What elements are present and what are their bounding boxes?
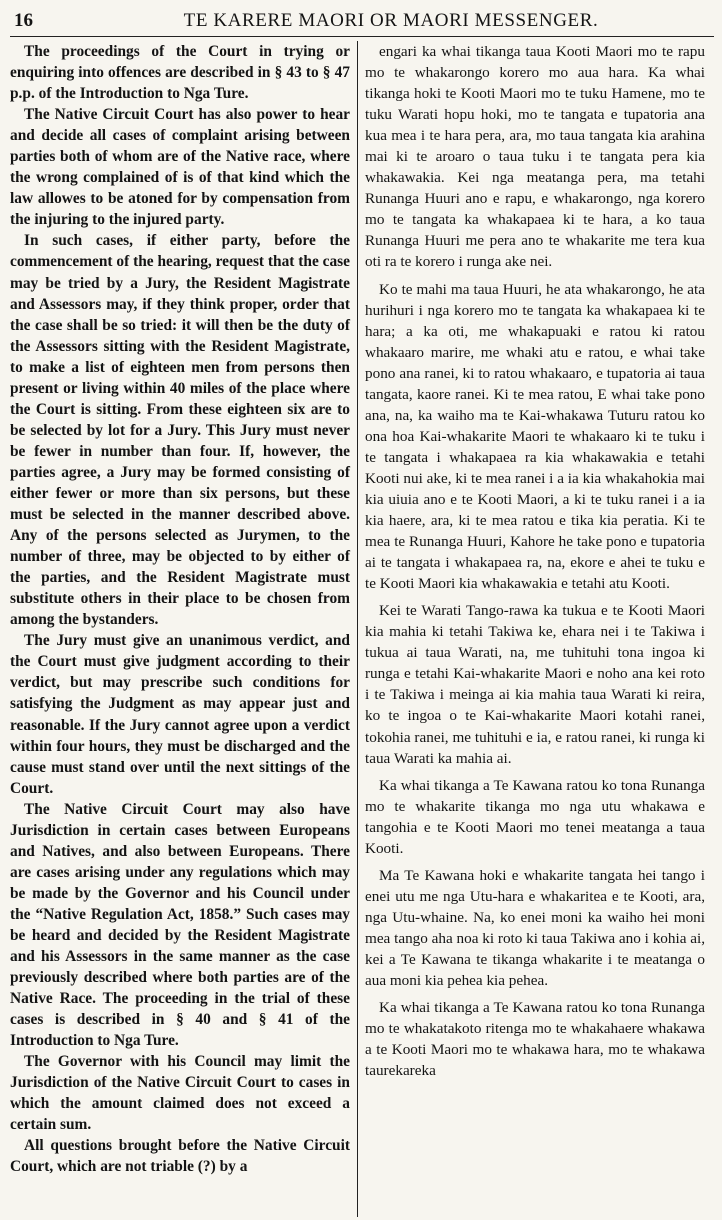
paragraph: The proceedings of the Court in trying or enquiring into offences are described in § 43 to § 47 p.p. of the Introduction to Nga Ture. (10, 43, 350, 103)
paragraph: The Jury must give an unanimous verdict, and the Court must give judgment according to their verdict, but may prescribe such conditions for satisfying the Judgment as may appear just and reasonable. If the Jury cannot agree upon a verdict within four hours, they must be discharged and the cause must stand over until the next sittings of the Court. (10, 632, 350, 797)
paragraph: Ka whai tikanga a Te Kawana ratou ko tona Runanga mo te whakarite tikanga mo nga utu whakawa e tangohia e te Kooti Maori mo tenei meatanga a taua Kooti. (365, 776, 705, 857)
paragraph: engari ka whai tikanga taua Kooti Maori mo te rapu mo te whakarongo korero mo aua hara. Ka whai tikanga hoki te Kooti Maori mo te tuku Hamene, mo te tuku Warati hopu hoki, mo te tangata e tupatoria ana kua mea i te hara pera, ara, mo taua tangata kia arahina mai ki te aroaro o taua tuku i te tangata pera kia whakawakia. Kei nga meatanga pera, ma tetahi Runanga Huuri ano e rapu, e whakarongo, nga korero mo te tangata ka whakapaea ki te hara, a ko taua Runanga Huuri me pera ano te whakarite me tera kua oti ra te korero i runga ake nei. (365, 43, 705, 271)
paragraph: The Native Circuit Court has also power to hear and decide all cases of complaint arising between parties both of whom are of the Native race, where the wrong complained of is of that kind which the law allowes to be atoned for by compensation from the injuring to the injured party. (10, 106, 350, 229)
paragraph: In such cases, if either party, before the commencement of the hearing, request that the case may be tried by a Jury, the Resident Magistrate and Assessors may, if they think proper, order that the case shall be so tried: it will then be the duty of the Assessors sitting with the Resident Magistrate, to make a list of eighteen men from persons then present or living within 40 miles of the place where the Court is sitting. From these eighteen six are to be selected by lot for a Jury. This Jury must never be fewer in number than four. If, however, the parties agree, a Jury may be formed consisting of either fewer or more than six persons, but these must be selected in the manner described above. Any of the persons selected as Jurymen, to the number of three, may be objected to by either of the parties, and the Resident Magistrate must substitute others in their place to be chosen from among the bystanders. (10, 232, 350, 629)
page-number: 16 (14, 10, 33, 31)
paragraph: The Native Circuit Court may also have Jurisdiction in certain cases between Europeans and Natives, and also between Europeans. There are cases arising under any regulations which may be made by the Governor and his Council under the “Native Regulation Act, 1858.” Such cases may be heard and decided by the Resident Magistrate and his Assessors in the same manner as the case previously described where both parties are of the Native Race. The proceeding in the trial of these cases is described in § 40 and § 41 of the Introduction to Nga Ture. (10, 800, 350, 1050)
paragraph: Ko te mahi ma taua Huuri, he ata whakarongo, he ata hurihuri i nga korero mo te tangata ka whakapaea ki te hara; a ka oti, me whakapuaki e ratou ki ratou whakaaro marire, me whaki atu e ratou, e whai take pono ana ranei, ki to ratou whakaaro, e tupatoria ai taua tangata, kaore ranei. Ki te mea ratou, E whai take pono ana, na, ka waiho ma te Kai-whakawa Tuturu ratou ko ona hoa Kai-whakarite Maori te whakaaro ki te tuku i te tangata i whakapaea ra kia whakawakia e tetahi Kooti nui ake, ki te mea ranei i a ia kia whakahokia mai kia uiuia ano e te Kooti Maori, a ki te tuku ranei i a ia kia haere, ara, ki te mea ratou e tika kia peratia. Ki te mea te Runanga Huuri, Kahore he take pono e tupatoria ai te tangata i whakapaea ra, na, ekore e ahei te tuku e te Kooti Maori kia whakawakia e tetahi atu Kooti. (365, 280, 705, 593)
page-header (10, 6, 714, 37)
paragraph: Kei te Warati Tango-rawa ka tukua e te Kooti Maori kia mahia ki tetahi Takiwa ke, ehara nei i te Takiwa i tukua ai taua Warati, na, me tuhituhi tona ingoa ki runga e tetahi Kai-whakarite Maori e noho ana kei roto i te Takiwa i meinga ai kia mahia taua Warati ki reira, ko te ingoa o te Kai-whakarite Maori kotahi ranei, tokohia ranei, me tuhituhi e ia, e ratou ranei, ki runga ki taua Warati ka mahia ai. (365, 602, 705, 767)
text-columns (10, 41, 714, 1217)
running-title: TE KARERE MAORI OR MAORI MESSENGER. (183, 10, 599, 31)
paragraph: Ma Te Kawana hoki e whakarite tangata hei tango i enei utu me nga Utu-hara e whakaritea e te Kooti, ara, nga Utu-whaine. Na, ko enei moni ka waiho hei moni mea tango aha noa ki roto ki taua Takiwa ano i kohia ai, kei a Te Kawana te tikanga whakarite i te meatanga o aua moni kia peheа kia pehea. (365, 866, 705, 990)
paragraph: Ka whai tikanga a Te Kawana ratou ko tona Runanga mo te whakatakoto ritenga mo te whakahaere whakawa a te Kooti Maori mo te whakawa hara, mo te whakawa taurekareka (365, 999, 705, 1080)
maori-column (358, 41, 705, 1217)
paragraph: All questions brought before the Native Circuit Court, which are not triable (?) by a (10, 1137, 350, 1176)
english-column (10, 41, 357, 1217)
paragraph: The Governor with his Council may limit the Jurisdiction of the Native Circuit Court to cases in which the amount claimed does not exceed a certain sum. (10, 1053, 350, 1134)
